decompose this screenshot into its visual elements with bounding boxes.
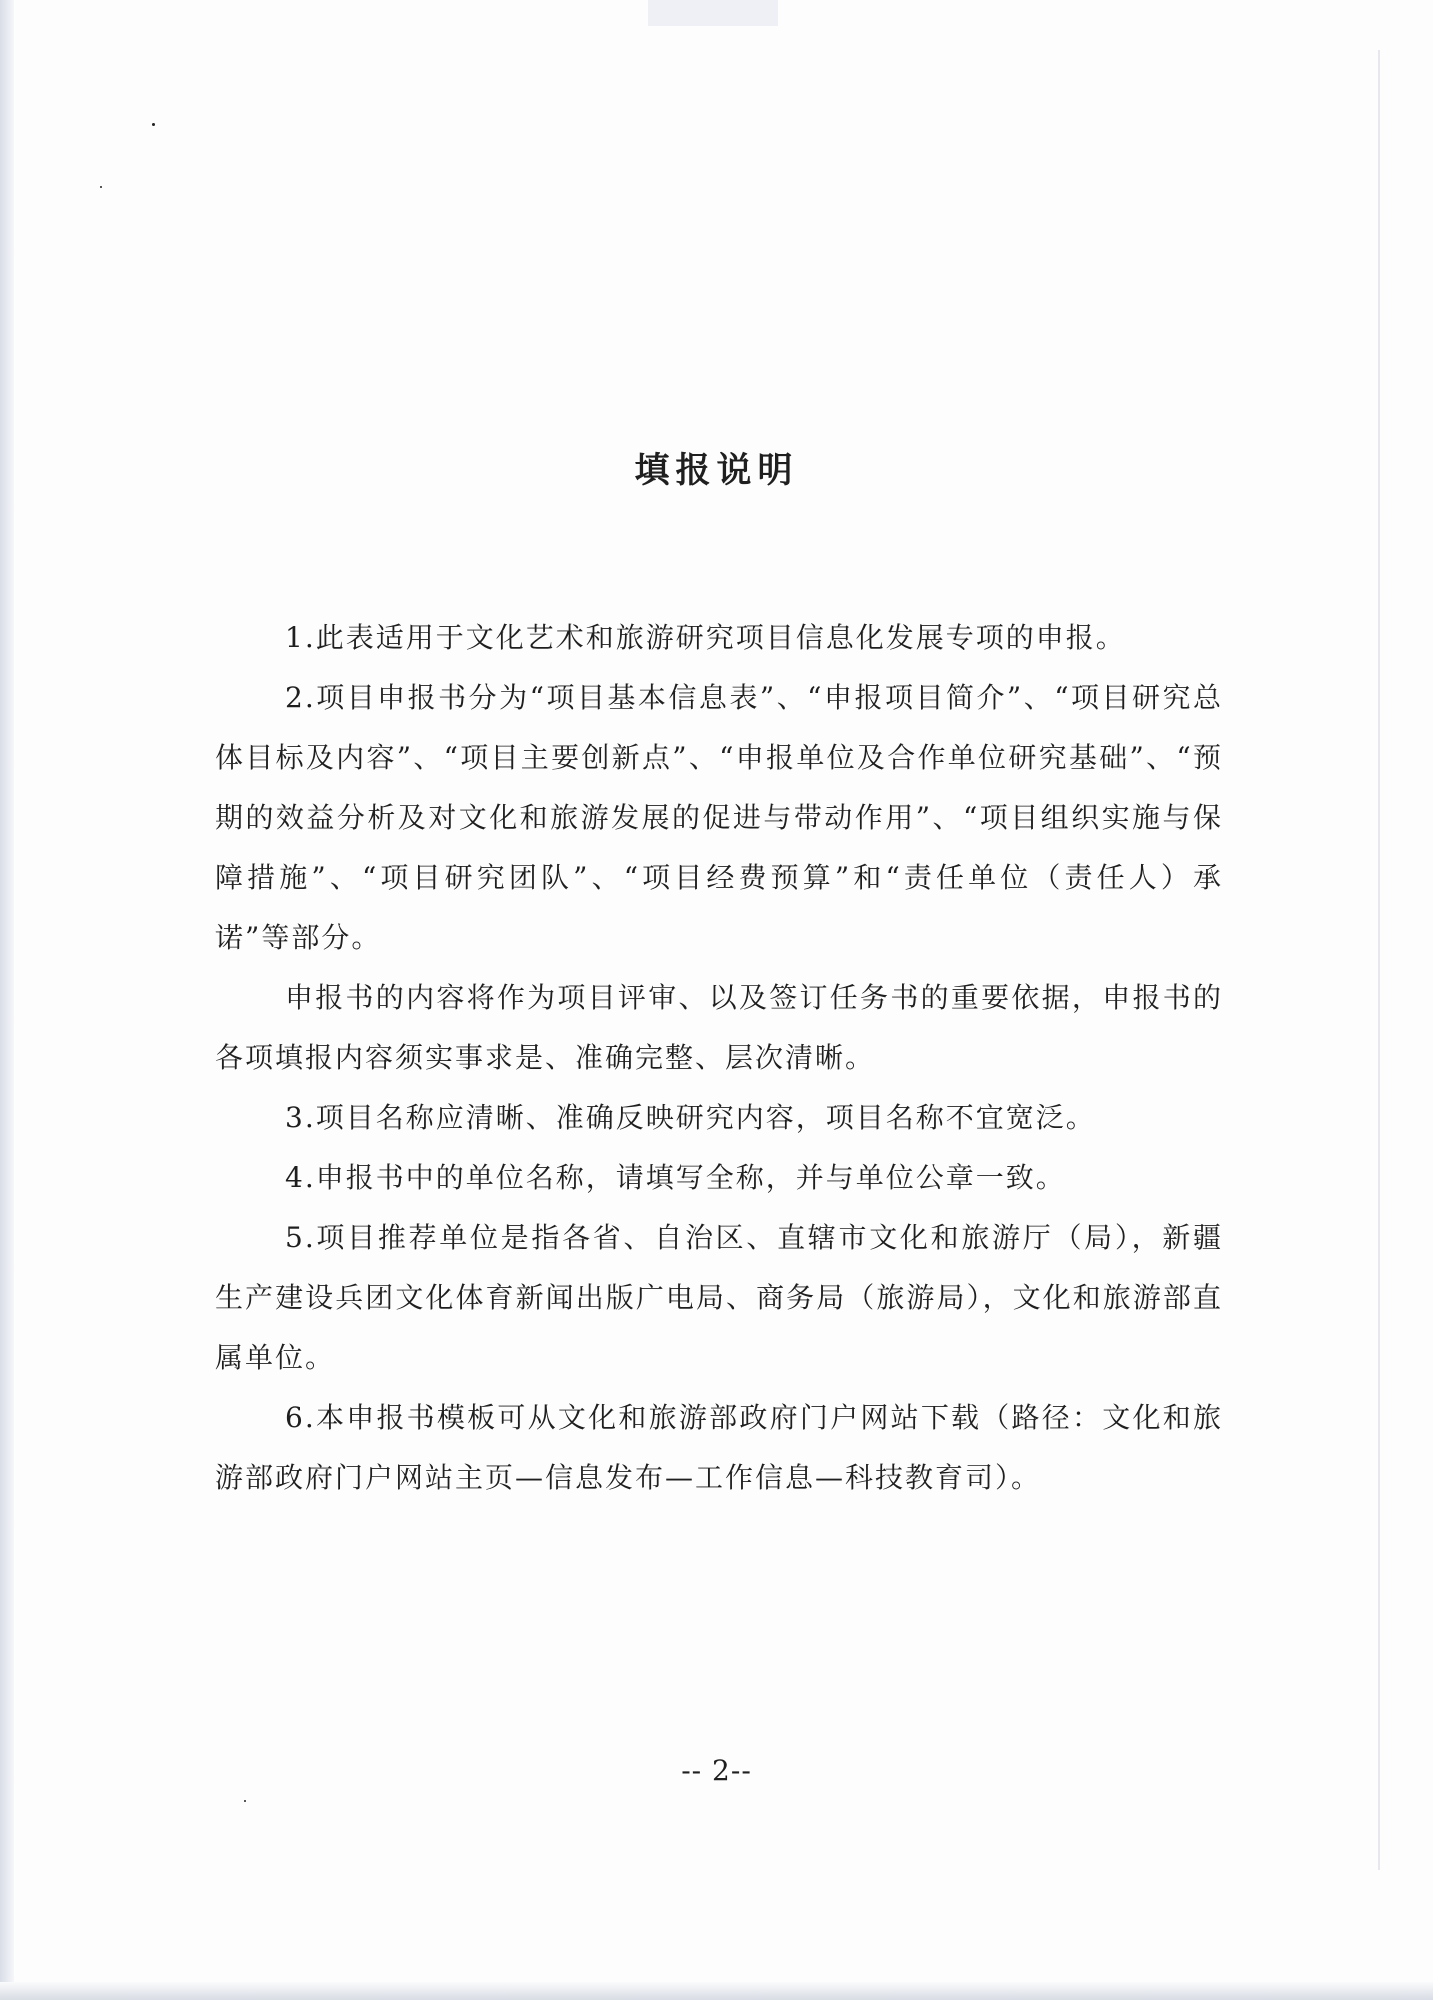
page-number: -- 2-- <box>681 1754 752 1787</box>
instruction-paragraph: 6.本申报书模板可从文化和旅游部政府门户网站下载（路径：文化和旅游部政府门户网站主页—信息发布—工作信息—科技教育司）。 <box>215 1401 1223 1494</box>
instruction-paragraph: 申报书的内容将作为项目评审、以及签订任务书的重要依据，申报书的各项填报内容须实事求是、准确完整、层次清晰。 <box>215 981 1223 1074</box>
scan-speck <box>152 123 155 126</box>
scan-edge-left <box>0 0 14 2000</box>
instruction-paragraph: 2.项目申报书分为“项目基本信息表”、“申报项目简介”、“项目研究总体目标及内容”、“项目主要创新点”、“申报单位及合作单位研究基础”、“预期的效益分析及对文化和旅游发展的促进与带动作用”、“项目组织实施与保障措施”、“项目研究团队”、“项目经费预算”和“责任单位（责任人）承诺”等部分。 <box>215 681 1223 954</box>
instruction-paragraph: 5.项目推荐单位是指各省、自治区、直辖市文化和旅游厅（局），新疆生产建设兵团文化体育新闻出版广电局、商务局（旅游局），文化和旅游部直属单位。 <box>215 1221 1223 1374</box>
scan-speck <box>244 1800 246 1802</box>
scan-edge-bottom <box>0 1982 1433 2000</box>
scan-tab-top <box>648 0 778 26</box>
page-title: 填报说明 <box>634 450 799 492</box>
scan-speck <box>100 186 102 188</box>
instructions-body <box>215 608 1223 1508</box>
scan-line-right <box>1378 50 1380 1870</box>
instruction-paragraph: 3.项目名称应清晰、准确反映研究内容，项目名称不宜宽泛。 <box>285 1101 1096 1134</box>
instruction-paragraph: 1.此表适用于文化艺术和旅游研究项目信息化发展专项的申报。 <box>285 621 1126 654</box>
instruction-paragraph: 4.申报书中的单位名称，请填写全称，并与单位公章一致。 <box>285 1161 1066 1194</box>
